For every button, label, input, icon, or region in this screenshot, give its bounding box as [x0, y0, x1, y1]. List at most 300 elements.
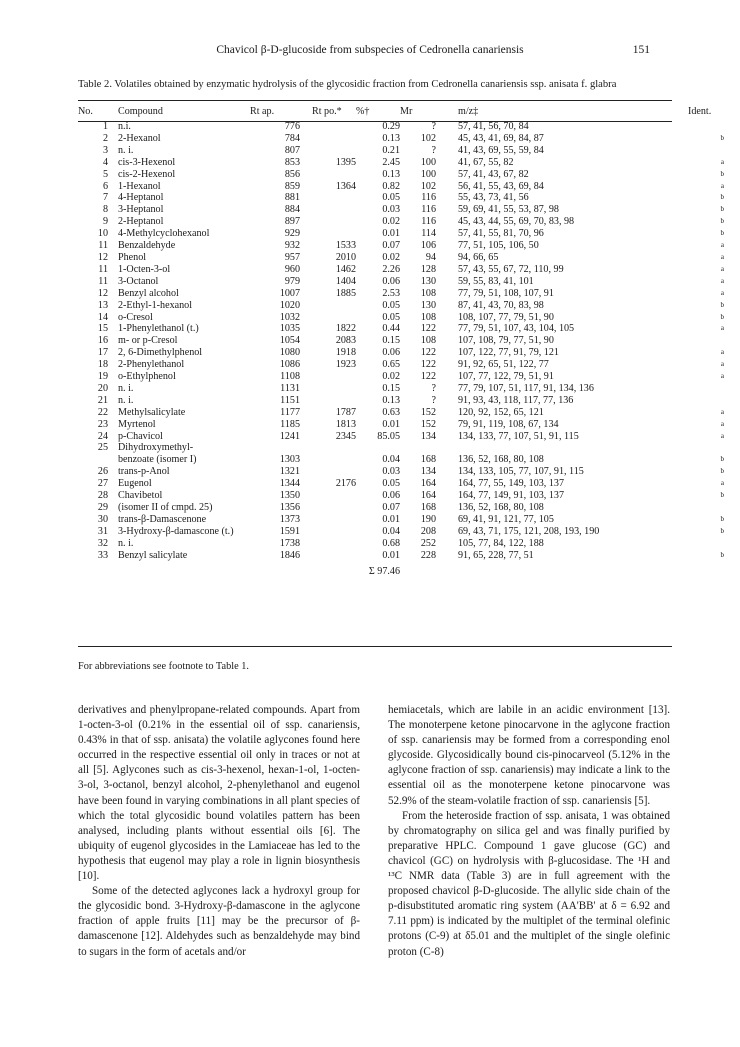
- table-row: [78, 216, 728, 228]
- cell-percent: 0.63: [382, 406, 400, 418]
- cell-ident: a: [720, 276, 724, 285]
- cell-compound: n. i.: [118, 537, 134, 549]
- cell-percent: 0.01: [382, 549, 400, 561]
- cell-no: 17: [97, 347, 108, 359]
- table-row: [78, 502, 728, 514]
- cell-mr: 122: [420, 323, 436, 335]
- cell-percent: 0.01: [382, 228, 400, 240]
- cell-rt-ap: 884: [284, 204, 300, 216]
- cell-mz: 57, 41, 55, 81, 70, 96: [458, 228, 544, 240]
- cell-ident: [688, 145, 728, 157]
- cell-compound: n. i.: [118, 394, 134, 406]
- cell-mr: 114: [421, 228, 436, 240]
- cell-no: 11: [98, 240, 108, 252]
- cell-mr: ?: [431, 382, 436, 394]
- cell-compound: trans-β-Damascenone: [118, 513, 207, 525]
- cell-no: 7: [102, 192, 108, 204]
- cell-compound: Phenol: [118, 251, 147, 263]
- cell-mz: 41, 67, 55, 82: [458, 156, 514, 168]
- table-row: [78, 157, 728, 169]
- sum-row-empty-cell: [238, 562, 300, 578]
- cell-mr: 108: [420, 311, 436, 323]
- table-row: [78, 407, 728, 419]
- cell-rt-ap: 1356: [279, 502, 300, 513]
- cell-rt-po: [300, 466, 356, 478]
- table-bottom-rule: [78, 646, 672, 647]
- cell-compound: cis-3-Hexenol: [118, 156, 176, 168]
- cell-rt-ap: 1846: [279, 549, 300, 561]
- cell-mr: 190: [420, 513, 436, 525]
- cell-ident: a: [720, 479, 724, 488]
- cell-compound: 2-Heptanol: [118, 216, 164, 228]
- cell-rt-po: [300, 383, 356, 395]
- cell-ident: [688, 502, 728, 514]
- cell-percent: 0.65: [382, 359, 400, 371]
- body-column-left: [78, 703, 360, 960]
- table-row: [78, 371, 728, 383]
- cell-ident: a: [720, 252, 724, 261]
- cell-mr: 152: [420, 418, 436, 430]
- cell-ident: [688, 383, 728, 395]
- cell-compound: o-Ethylphenol: [118, 371, 176, 383]
- cell-rt-ap: 881: [284, 192, 300, 204]
- cell-rt-ap: 1344: [279, 478, 300, 490]
- cell-rt-po: [300, 514, 356, 526]
- cell-rt-ap: 1185: [280, 418, 300, 430]
- cell-mz: 164, 77, 55, 149, 103, 137: [458, 478, 564, 490]
- cell-mr: 164: [420, 478, 436, 490]
- cell-no: 16: [97, 335, 108, 347]
- cell-rt-po: 1364: [335, 180, 356, 192]
- cell-rt-po: 1822: [335, 323, 356, 335]
- col-header-compound: Compound: [118, 105, 163, 117]
- cell-ident: a: [720, 348, 724, 357]
- cell-rt-po: [300, 490, 356, 502]
- cell-no: 18: [97, 359, 108, 371]
- cell-ident: [688, 538, 728, 550]
- cell-mz: 134, 133, 105, 77, 107, 91, 115: [458, 466, 584, 478]
- cell-compound: 3-Hydroxy-β-damascone (t.): [118, 525, 234, 537]
- sum-row-empty-cell: [300, 562, 356, 578]
- cell-percent: 0.21: [382, 144, 400, 156]
- cell-rt-ap: 1054: [279, 335, 300, 347]
- cell-rt-ap: 957: [284, 251, 300, 263]
- cell-mz: 57, 41, 43, 67, 82: [458, 168, 529, 180]
- cell-mz: 69, 41, 91, 121, 77, 105: [458, 513, 554, 525]
- cell-rt-po: [300, 228, 356, 240]
- cell-mr: 122: [420, 347, 436, 359]
- table-row: [78, 466, 728, 478]
- cell-rt-po: [300, 133, 356, 145]
- table-row: [78, 228, 728, 240]
- table-caption: Table 2. Volatiles obtained by enzymatic hydrolysis of the glycosidic fraction from Cedronella canariensis ssp. anisata f. glabra: [78, 79, 617, 90]
- cell-mz: [436, 442, 688, 454]
- cell-rt-po: 2083: [335, 335, 356, 347]
- cell-compound: o-Cresol: [118, 311, 153, 323]
- cell-rt-ap: 932: [284, 240, 300, 252]
- cell-mz: 69, 43, 71, 175, 121, 208, 193, 190: [458, 525, 600, 537]
- col-header-rt-ap: Rt ap.: [250, 105, 275, 117]
- cell-rt-ap: 1131: [280, 382, 300, 394]
- body-column-right: [388, 703, 670, 960]
- table-row: [78, 252, 728, 264]
- cell-mz: 91, 65, 228, 77, 51: [458, 549, 534, 561]
- cell-percent: 0.05: [382, 192, 400, 204]
- cell-mz: 77, 79, 51, 107, 43, 104, 105: [458, 323, 575, 335]
- cell-ident: [688, 395, 728, 407]
- cell-no: 31: [97, 525, 108, 537]
- table-row: [78, 526, 728, 538]
- cell-mr: 164: [420, 490, 436, 502]
- cell-rt-po: 2176: [335, 478, 356, 490]
- cell-rt-po: 1885: [335, 287, 356, 299]
- cell-percent: 0.04: [382, 454, 400, 466]
- cell-rt-po: 1918: [335, 347, 356, 359]
- cell-mz: 77, 79, 107, 51, 117, 91, 134, 136: [458, 382, 594, 394]
- cell-ident: b: [720, 193, 724, 202]
- cell-mr: 102: [420, 132, 436, 144]
- paragraph: From the heteroside fraction of ssp. anisata, 1 was obtained by chromatography on silica gel and was finally purified by preparative HPLC. Compound 1 gave glucose (GC) and chavicol (GC) on hydrolysis with β-glucosidase. The ¹H and ¹³C NMR data (Table 3) are in full agreement with the proposed chavicol β-D-glucoside. The allylic side chain of the p-disubstituted aromatic ring system (AA'BB' at δ = 6.92 and 7.11 ppm) is indicated by the multiplet of the terminal olefinic protons (C-9) at δ5.01 and the multiplet of the single olefinic proton (C-8): [388, 809, 670, 958]
- table-row: [78, 204, 728, 216]
- cell-compound: benzoate (isomer I): [118, 454, 197, 466]
- cell-compound: 2-Hexanol: [118, 132, 161, 144]
- cell-ident: b: [720, 526, 724, 535]
- cell-mr: 134: [420, 466, 436, 478]
- cell-rt-po: 1462: [335, 263, 356, 275]
- cell-mz: 55, 43, 73, 41, 56: [458, 192, 529, 204]
- cell-rt-po: [300, 550, 356, 562]
- cell-compound: cis-2-Hexenol: [118, 168, 176, 180]
- cell-ident: a: [720, 360, 724, 369]
- cell-rt-po: [300, 371, 356, 383]
- cell-compound: 4-Methylcyclohexanol: [118, 228, 210, 240]
- percent-sum: Σ 97.46: [368, 565, 400, 577]
- cell-mz: 94, 66, 65: [458, 251, 499, 263]
- cell-mz: 59, 69, 41, 55, 53, 87, 98: [458, 204, 559, 216]
- cell-percent: 85.05: [377, 430, 400, 442]
- cell-rt-po: 1813: [335, 418, 356, 430]
- cell-no: 1: [102, 121, 108, 132]
- cell-ident: a: [720, 431, 724, 440]
- cell-rt-ap: 784: [284, 132, 300, 144]
- cell-no: 30: [97, 513, 108, 525]
- cell-ident: a: [720, 157, 724, 166]
- table-row: [78, 550, 728, 562]
- cell-rt-ap: 1035: [279, 323, 300, 335]
- cell-ident: a: [720, 181, 724, 190]
- cell-mr: 130: [420, 299, 436, 311]
- col-header-mz: m/z‡: [458, 105, 479, 117]
- cell-percent: 0.01: [382, 418, 400, 430]
- cell-rt-po: [300, 169, 356, 181]
- cell-compound: 2-Ethyl-1-hexanol: [118, 299, 192, 311]
- table-row: [78, 121, 728, 133]
- cell-ident: b: [720, 169, 724, 178]
- running-title: Chavicol β-D-glucoside from subspecies of Cedronella canariensis: [216, 44, 524, 56]
- table-row: [78, 419, 728, 431]
- cell-mz: 120, 92, 152, 65, 121: [458, 406, 544, 418]
- col-header-ident: Ident.: [688, 105, 712, 117]
- cell-mr: 116: [421, 216, 436, 228]
- cell-mr: ?: [431, 394, 436, 406]
- cell-percent: 2.45: [382, 156, 400, 168]
- cell-no: 8: [102, 204, 108, 216]
- cell-mz: 108, 107, 77, 79, 51, 90: [458, 311, 554, 323]
- table-row: [78, 323, 728, 335]
- paragraph: derivatives and phenylpropane-related compounds. Apart from 1-octen-3-ol (0.21% in the essential oil of ssp. canariensis, 0.43% in that of ssp. anisata) the volatile aglycones found here occurred in the respective essential oil only in traces or not at all [5]. Aglycones such as cis-3-hexenol, hexan-1-ol, 1-octen-3-ol, 3-octanol, benzyl alcohol, 2-phenylethanol and eugenol have been found in varying combinations in all plant species of which the total glycosidic bound volatiles pattern has been analysed, including plants without essential oils [6]. The ubiquity of eugenol glycosides in the Lamiaceae has led to the hypothesis that eugenol may play a role in lignin biosynthesis [10].: [78, 704, 360, 883]
- cell-no: 14: [97, 311, 108, 323]
- cell-mr: ?: [431, 121, 436, 132]
- cell-percent: 0.04: [382, 525, 400, 537]
- cell-no: 32: [97, 537, 108, 549]
- cell-percent: 0.13: [382, 394, 400, 406]
- col-header-mr: Mr: [400, 105, 413, 117]
- table-row: [78, 133, 728, 145]
- cell-mr: 94: [425, 251, 436, 263]
- cell-rt-po: [300, 312, 356, 324]
- cell-percent: 0.06: [382, 275, 400, 287]
- cell-no: 13: [97, 299, 108, 311]
- cell-no: 28: [97, 490, 108, 502]
- cell-mr: ?: [431, 144, 436, 156]
- cell-ident: b: [720, 514, 724, 523]
- cell-mz: 45, 43, 41, 69, 84, 87: [458, 132, 544, 144]
- cell-mz: 107, 108, 79, 77, 51, 90: [458, 335, 554, 347]
- cell-no: 12: [97, 287, 108, 299]
- cell-no: 27: [97, 478, 108, 490]
- cell-compound: 4-Heptanol: [118, 192, 164, 204]
- cell-mr: 100: [420, 156, 436, 168]
- cell-compound: Benzaldehyde: [118, 240, 176, 252]
- table-row: [78, 145, 728, 157]
- cell-percent: 0.13: [382, 168, 400, 180]
- cell-no: 24: [97, 430, 108, 442]
- cell-mz: 136, 52, 168, 80, 108: [458, 502, 544, 513]
- cell-rt-po: [300, 502, 356, 514]
- cell-mz: 134, 133, 77, 107, 51, 91, 115: [458, 430, 579, 442]
- table-body: [78, 121, 728, 577]
- table-row: [78, 478, 728, 490]
- cell-percent: 2.53: [382, 287, 400, 299]
- cell-percent: 0.03: [382, 204, 400, 216]
- cell-rt-ap: 1738: [279, 537, 300, 549]
- cell-percent: 0.15: [382, 382, 400, 394]
- cell-no: 19: [97, 371, 108, 383]
- cell-mr: 128: [420, 263, 436, 275]
- cell-rt-po: 1533: [335, 240, 356, 252]
- cell-mz: 107, 77, 122, 79, 51, 91: [458, 371, 554, 383]
- cell-no: 21: [97, 394, 108, 406]
- cell-ident: b: [720, 229, 724, 238]
- table-row: [78, 347, 728, 359]
- cell-no: 29: [97, 502, 108, 513]
- cell-ident: b: [720, 467, 724, 476]
- cell-ident: b: [720, 491, 724, 500]
- cell-rt-ap: 856: [284, 168, 300, 180]
- cell-mr: 100: [420, 168, 436, 180]
- cell-percent: 0.68: [382, 537, 400, 549]
- table-footnote: For abbreviations see footnote to Table 1.: [78, 661, 249, 672]
- cell-rt-ap: 1350: [279, 490, 300, 502]
- cell-mr: 152: [420, 406, 436, 418]
- cell-rt-ap: 1241: [279, 430, 300, 442]
- cell-rt-ap: 1080: [279, 347, 300, 359]
- cell-mr: 252: [420, 537, 436, 549]
- cell-percent: [356, 442, 400, 454]
- cell-mr: 168: [420, 454, 436, 466]
- cell-rt-ap: 1591: [279, 525, 300, 537]
- cell-mr: 102: [420, 180, 436, 192]
- table-row: [78, 276, 728, 288]
- cell-compound: Eugenol: [118, 478, 152, 490]
- cell-compound: Myrtenol: [118, 418, 156, 430]
- cell-rt-po: 2010: [335, 251, 356, 263]
- cell-ident: a: [720, 241, 724, 250]
- cell-ident: b: [720, 217, 724, 226]
- cell-rt-ap: 960: [284, 263, 300, 275]
- cell-compound: 1-Phenylethanol (t.): [118, 323, 199, 335]
- cell-ident: a: [720, 407, 724, 416]
- cell-no: 23: [97, 418, 108, 430]
- cell-mz: 57, 43, 55, 67, 72, 110, 99: [458, 263, 564, 275]
- cell-rt-ap: 979: [284, 275, 300, 287]
- cell-ident: a: [720, 372, 724, 381]
- cell-mz: 136, 52, 168, 80, 108: [458, 454, 544, 466]
- table-row: [78, 240, 728, 252]
- volatiles-table: [78, 101, 728, 577]
- cell-compound: Benzyl alcohol: [118, 287, 179, 299]
- cell-ident: a: [720, 419, 724, 428]
- table-row: [78, 288, 728, 300]
- cell-mz: 59, 55, 83, 41, 101: [458, 275, 534, 287]
- sum-row-empty-cell: [400, 562, 436, 578]
- table-row: [78, 169, 728, 181]
- cell-mz: 77, 51, 105, 106, 50: [458, 240, 539, 252]
- table-row: [78, 395, 728, 407]
- table-row: [78, 264, 728, 276]
- cell-no: 26: [97, 466, 108, 478]
- col-header-percent: %†: [356, 105, 370, 117]
- cell-no: 3: [102, 144, 108, 156]
- cell-no: 9: [102, 216, 108, 228]
- cell-rt-ap: 929: [284, 228, 300, 240]
- cell-compound: Benzyl salicylate: [118, 549, 188, 561]
- cell-percent: 0.02: [382, 251, 400, 263]
- cell-rt-po: 1395: [335, 156, 356, 168]
- cell-ident: [688, 121, 728, 133]
- cell-mz: 77, 79, 51, 108, 107, 91: [458, 287, 554, 299]
- cell-percent: 0.07: [382, 502, 400, 513]
- cell-compound: 1-Hexanol: [118, 180, 161, 192]
- cell-percent: 0.02: [382, 216, 400, 228]
- table-row: [78, 312, 728, 324]
- table-row: [78, 335, 728, 347]
- table-row: [78, 383, 728, 395]
- paragraph: Some of the detected aglycones lack a hydroxyl group for the glycosidic bond. 3-Hydroxy-β-damascone in the aglycone fraction of apple fruits [11] may be the precursor of β-damascenone [12]. Aldehydes such as benzaldehyde may bind to sugars in the form of acetals and/or: [78, 885, 360, 958]
- cell-ident: a: [720, 288, 724, 297]
- cell-percent: 0.06: [382, 347, 400, 359]
- cell-rt-ap: 859: [284, 180, 300, 192]
- cell-compound: 1-Octen-3-ol: [118, 263, 171, 275]
- cell-percent: 0.05: [382, 311, 400, 323]
- paragraph: hemiacetals, which are labile in an acidic environment [13]. The monoterpene ketone pinocarvone in the aglycone fraction of ssp. canariensis may be formed from a corresponding enol glycoside. Glycosidically bound cis-pinocarveol (5.12% in the aglycone fraction of ssp. canariensis) may indicate a link to the essential oil as the monoterpene ketone pinocarvone was 52.9% of the steam-volatile fraction of ssp. canariensis [5].: [388, 704, 670, 807]
- cell-rt-po: [300, 395, 356, 407]
- cell-mz: 45, 43, 44, 55, 69, 70, 83, 98: [458, 216, 575, 228]
- cell-mr: 106: [420, 240, 436, 252]
- table-row: [78, 442, 728, 454]
- cell-ident: [688, 335, 728, 347]
- cell-mr: 168: [420, 502, 436, 513]
- cell-mz: 41, 43, 69, 55, 59, 84: [458, 144, 544, 156]
- cell-rt-ap: 1020: [279, 299, 300, 311]
- cell-rt-ap: 1151: [280, 394, 300, 406]
- table-row: [78, 300, 728, 312]
- table-row: [78, 181, 728, 193]
- cell-no: 15: [97, 323, 108, 335]
- cell-percent: 0.05: [382, 299, 400, 311]
- cell-ident: b: [720, 300, 724, 309]
- cell-rt-po: [300, 538, 356, 550]
- cell-compound: p-Chavicol: [118, 430, 163, 442]
- cell-compound: n.i.: [118, 121, 131, 132]
- cell-compound: 3-Heptanol: [118, 204, 164, 216]
- cell-mr: 108: [420, 335, 436, 347]
- page-number: 151: [632, 44, 650, 56]
- table-row: [78, 192, 728, 204]
- cell-rt-ap: 807: [284, 144, 300, 156]
- table-row: [78, 454, 728, 466]
- cell-rt-po: [300, 216, 356, 228]
- cell-mr: 116: [421, 192, 436, 204]
- cell-mz: 56, 41, 55, 43, 69, 84: [458, 180, 544, 192]
- cell-percent: 0.01: [382, 513, 400, 525]
- cell-percent: 0.13: [382, 132, 400, 144]
- cell-mz: 105, 77, 84, 122, 188: [458, 537, 544, 549]
- cell-rt-po: 2345: [335, 430, 356, 442]
- cell-mr: 122: [420, 371, 436, 383]
- cell-mr: [400, 442, 436, 454]
- cell-percent: 0.44: [382, 323, 400, 335]
- cell-compound: n. i.: [118, 144, 134, 156]
- col-header-no: No.: [78, 105, 93, 117]
- cell-no: 6: [102, 180, 108, 192]
- cell-percent: 0.07: [382, 240, 400, 252]
- cell-compound: n. i.: [118, 382, 134, 394]
- cell-mz: 91, 93, 43, 118, 117, 77, 136: [458, 394, 574, 406]
- cell-no: 10: [97, 228, 108, 240]
- cell-ident: b: [720, 205, 724, 214]
- cell-rt-po: [300, 145, 356, 157]
- cell-compound: Dihydroxymethyl-: [118, 442, 194, 454]
- cell-percent: 0.29: [382, 121, 400, 132]
- cell-rt-ap: 1321: [279, 466, 300, 478]
- cell-rt-ap: 853: [284, 156, 300, 168]
- col-header-rt-po: Rt po.*: [312, 105, 342, 117]
- table-row: [78, 538, 728, 550]
- cell-ident: a: [720, 264, 724, 273]
- cell-mr: 116: [421, 204, 436, 216]
- sum-row-empty-cell: [436, 562, 688, 578]
- cell-rt-ap: 1007: [279, 287, 300, 299]
- table-row: [78, 490, 728, 502]
- cell-percent: 0.15: [382, 335, 400, 347]
- cell-ident: b: [720, 550, 724, 559]
- cell-no: 20: [97, 382, 108, 394]
- cell-compound: 2, 6-Dimethylphenol: [118, 347, 203, 359]
- cell-rt-po: [300, 442, 356, 454]
- cell-rt-ap: 1303: [279, 454, 300, 466]
- cell-rt-po: [300, 192, 356, 204]
